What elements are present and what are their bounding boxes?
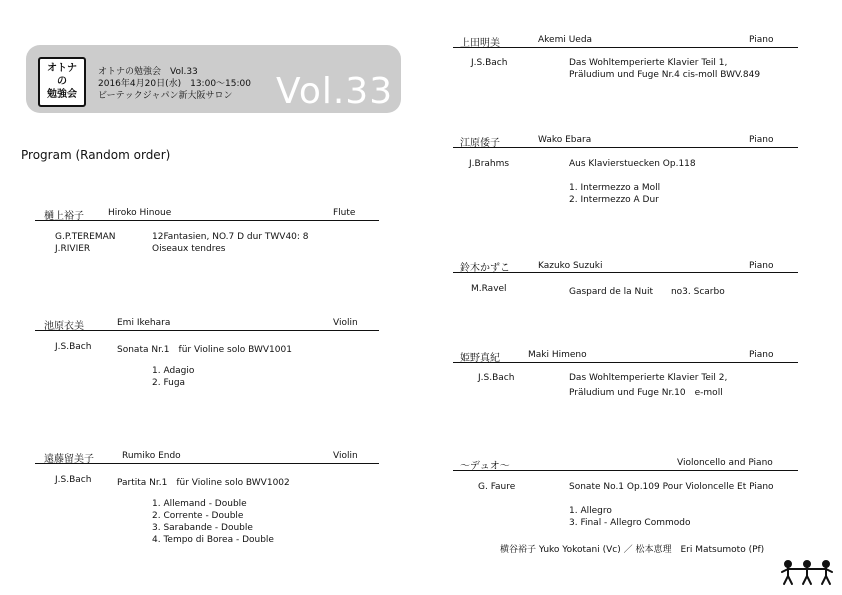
performer-name-en: Rumiko Endo: [122, 451, 181, 461]
logo: [38, 57, 86, 107]
composer: J.Brahms: [469, 159, 510, 169]
logo-line: の: [57, 76, 67, 87]
performer-name-en: Maki Himeno: [528, 350, 587, 360]
divider: [453, 362, 798, 363]
logo-line: オトナ: [47, 63, 77, 74]
performer-name-en: Kazuko Suzuki: [538, 261, 603, 271]
composer: J.RIVIER: [55, 244, 91, 254]
movement: 4. Tempo di Borea - Double: [152, 535, 274, 545]
work-title: Sonate No.1 Op.109 Pour Violoncelle Et Piano: [569, 482, 774, 492]
performer-name-jp: 遠藤留美子: [44, 454, 94, 465]
divider: [453, 47, 798, 48]
divider: [453, 470, 798, 471]
work-title: Präludium und Fuge Nr.10 e-moll: [569, 388, 723, 398]
divider: [35, 330, 379, 331]
composer: J.S.Bach: [471, 58, 508, 68]
performer-name-en: Emi Ikehara: [117, 318, 171, 328]
logo-line: 勉強会: [47, 89, 77, 100]
event-title: オトナの勉強会 Vol.33: [98, 67, 198, 77]
performer-name-en: Akemi Ueda: [538, 35, 593, 45]
header-banner: [26, 45, 401, 113]
event-date: 2016年4月20日(水) 13:00～15:00: [98, 79, 251, 89]
program-heading: Program (Random order): [21, 148, 171, 162]
movement: 1. Intermezzo a Moll: [569, 183, 661, 193]
performer-name-en: Wako Ebara: [538, 135, 592, 145]
performer-name-jp: 池原衣美: [44, 321, 84, 332]
movement: 2. Intermezzo A Dur: [569, 195, 659, 205]
work-title: Oiseaux tendres: [152, 244, 226, 254]
movement: 1. Allegro: [569, 506, 612, 516]
duo-label: ～デュオ～: [460, 461, 510, 472]
performer-name-jp: 上田明美: [460, 38, 500, 49]
work-title: Partita Nr.1 für Violine solo BWV1002: [117, 478, 290, 488]
instrument: Piano: [749, 350, 774, 360]
work-title: Das Wohltemperierte Klavier Teil 1,: [569, 58, 728, 68]
movement: 2. Fuga: [152, 378, 186, 388]
composer: G. Faure: [478, 482, 516, 492]
divider: [35, 463, 379, 464]
performer-name-jp: 樋上裕子: [44, 211, 84, 222]
composer: J.S.Bach: [55, 342, 92, 352]
movement: 3. Sarabande - Double: [152, 523, 253, 533]
work-title: Sonata Nr.1 für Violine solo BWV1001: [117, 345, 292, 355]
instrument: Violin: [333, 318, 358, 328]
instrument: Piano: [749, 261, 774, 271]
performer-name-jp: 江原倭子: [460, 138, 500, 149]
composer: J.S.Bach: [55, 475, 92, 485]
performer-name-jp: 鈴木かずこ: [460, 263, 510, 274]
work-title: Das Wohltemperierte Klavier Teil 2,: [569, 373, 728, 383]
people-holding-hands-icon: [780, 560, 834, 586]
work-title: Präludium und Fuge Nr.4 cis-moll BWV.849: [569, 70, 761, 80]
performers-credit: 横谷裕子 Yuko Yokotani (Vc) ／ 松本恵理 Eri Matsumoto (Pf): [500, 545, 765, 555]
divider: [453, 272, 798, 273]
movement: 3. Final - Allegro Commodo: [569, 518, 691, 528]
divider: [35, 220, 379, 221]
composer: G.P.TEREMAN: [55, 232, 116, 242]
composer: J.S.Bach: [478, 373, 515, 383]
composer: M.Ravel: [471, 284, 507, 294]
instrument: Violin: [333, 451, 358, 461]
work-title: Gaspard de la Nuit no3. Scarbo: [569, 287, 725, 297]
volume-number: Vol.33: [276, 71, 394, 112]
divider: [453, 147, 798, 148]
performer-name-en: Hiroko Hinoue: [108, 208, 172, 218]
instrument: Violoncello and Piano: [677, 458, 773, 468]
work-title: 12Fantasien, NO.7 D dur TWV40: 8: [152, 232, 309, 242]
instrument: Piano: [749, 135, 774, 145]
movement: 2. Corrente - Double: [152, 511, 244, 521]
instrument: Flute: [333, 208, 356, 218]
performer-name-jp: 姫野真紀: [460, 353, 500, 364]
movement: 1. Adagio: [152, 366, 195, 376]
event-venue: ビーテックジャパン新大阪サロン: [98, 91, 233, 101]
work-title: Aus Klavierstuecken Op.118: [569, 159, 696, 169]
movement: 1. Allemand - Double: [152, 499, 247, 509]
instrument: Piano: [749, 35, 774, 45]
